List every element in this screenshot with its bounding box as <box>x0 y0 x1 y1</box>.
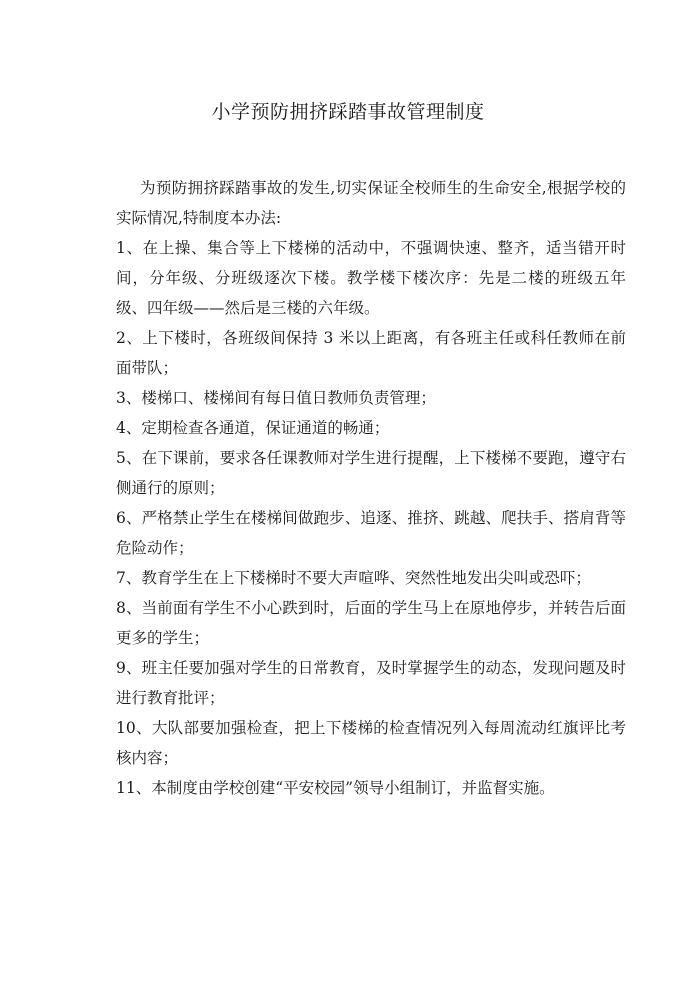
rule-item-11: 11、本制度由学校创建“平安校园”领导小组制订，并监督实施。 <box>116 779 555 797</box>
rule-item-2: 2、上下楼时，各班级间保持 3 米以上距离，有各班主任或科任教师在前面带队； <box>116 329 626 377</box>
intro-paragraph: 为预防拥挤踩踏事故的发生,切实保证全校师生的生命安全,根据学校的实际情况,特制度本办法: <box>116 179 626 227</box>
document-body <box>116 173 626 803</box>
rule-item-10: 10、大队部要加强检查，把上下楼梯的检查情况列入每周流动红旗评比考核内容； <box>116 719 626 767</box>
rule-item-3: 3、楼梯口、楼梯间有每日值日教师负责管理； <box>116 389 436 407</box>
rule-item-5: 5、在下课前，要求各任课教师对学生进行提醒，上下楼梯不要跑，遵守右侧通行的原则； <box>116 449 626 497</box>
rule-item-4: 4、定期检查各通道，保证通道的畅通； <box>116 419 390 437</box>
rule-item-1: 1、在上操、集合等上下楼梯的活动中，不强调快速、整齐，适当错开时间，分年级、分班级逐次下楼。教学楼下楼次序：先是二楼的班级五年级、四年级——然后是三楼的六年级。 <box>116 239 626 317</box>
rule-item-6: 6、严格禁止学生在楼梯间做跑步、追逐、推挤、跳越、爬扶手、搭肩背等危险动作； <box>116 509 626 557</box>
rule-item-7: 7、教育学生在上下楼梯时不要大声喧哗、突然性地发出尖叫或恐吓； <box>116 569 591 587</box>
rule-item-8: 8、当前面有学生不小心跌到时，后面的学生马上在原地停步，并转告后面更多的学生； <box>116 599 626 647</box>
document-title: 小学预防拥挤踩踏事故管理制度 <box>211 101 485 123</box>
rule-item-9: 9、班主任要加强对学生的日常教育，及时掌握学生的动态，发现问题及时进行教育批评； <box>116 659 626 707</box>
